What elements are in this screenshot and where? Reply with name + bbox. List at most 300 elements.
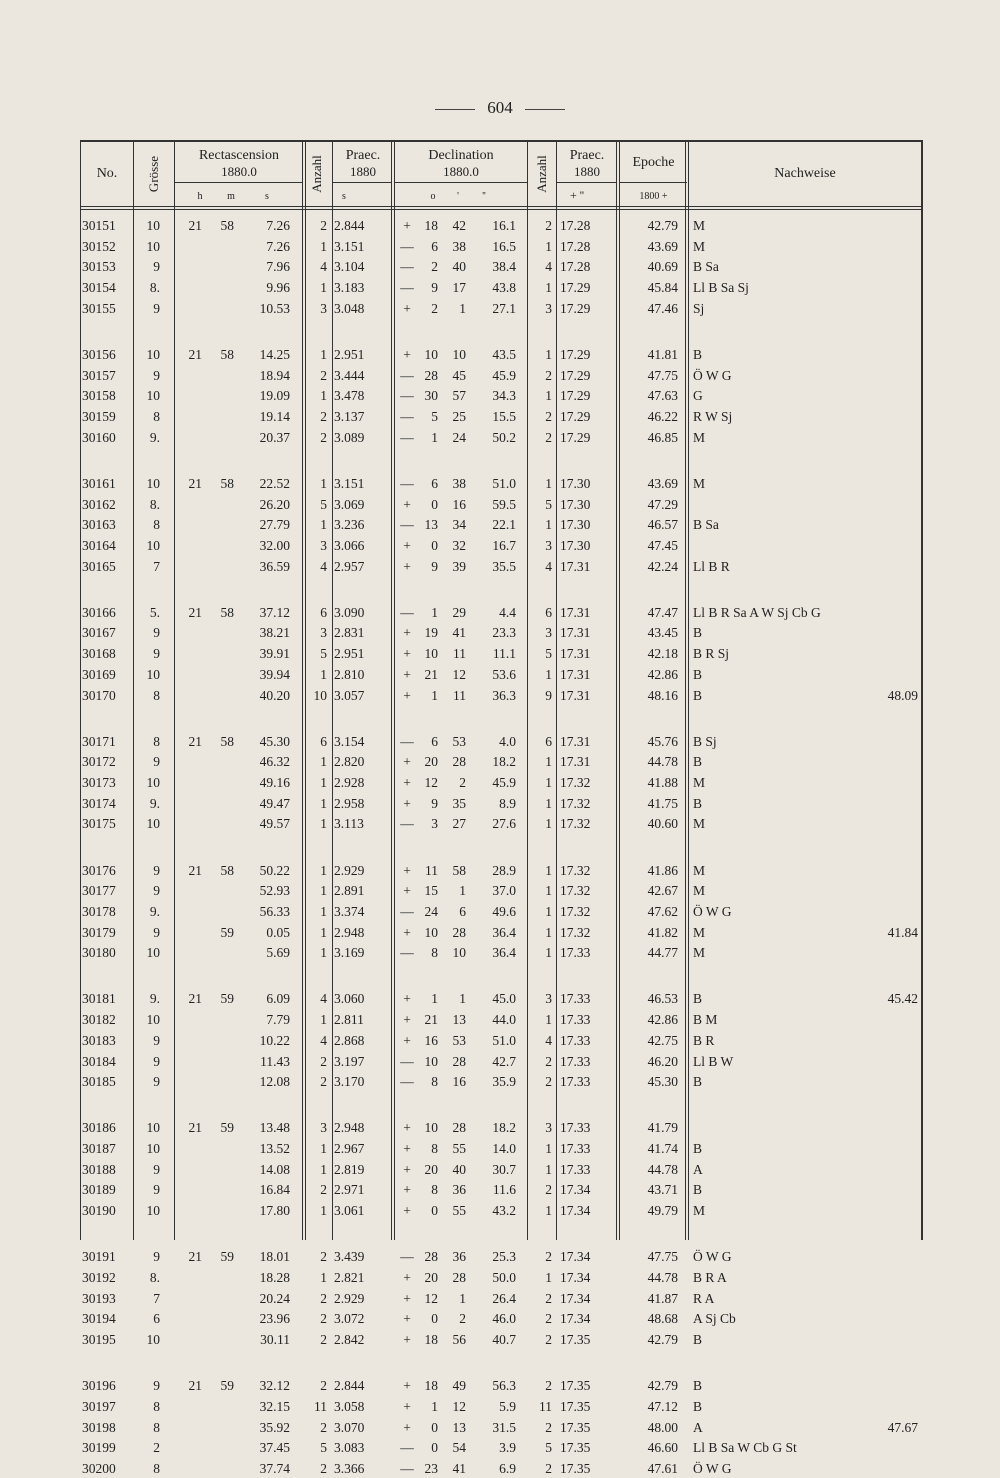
header-decl-epoch: 1880.0 <box>443 164 479 179</box>
cell-note: 41.84 <box>887 924 918 940</box>
cell-decl-minutes: 58 <box>452 862 466 878</box>
cell-decl-sign: — <box>400 604 414 620</box>
cell-no: 30177 <box>82 883 116 899</box>
cell-precession-decl: 17.29 <box>560 367 591 383</box>
cell-decl-degrees: 9 <box>431 558 438 574</box>
cell-note: 45.42 <box>887 991 918 1007</box>
cell-decl-sign: + <box>403 218 411 233</box>
cell-decl-sign: — <box>400 475 414 491</box>
cell-epoch: 42.79 <box>647 218 678 233</box>
cell-decl-seconds: 16.5 <box>492 238 516 254</box>
cell-decl-minutes: 53 <box>452 733 466 749</box>
cell-epoch: 47.75 <box>647 1249 678 1265</box>
cell-no: 30189 <box>82 1182 116 1198</box>
cell-no: 30171 <box>82 733 116 749</box>
cell-decl-sign: — <box>400 259 414 275</box>
cell-ra-seconds: 32.00 <box>259 537 290 553</box>
cell-ra-seconds: 36.59 <box>259 558 290 574</box>
cell-no: 30183 <box>82 1032 116 1048</box>
cell-nachweise: B R <box>693 1032 715 1048</box>
cell-precession-ra: 3.197 <box>334 1053 365 1069</box>
cell-epoch: 47.47 <box>647 604 678 620</box>
header-ra-unit-s: s <box>265 191 269 202</box>
cell-count-decl: 1 <box>545 903 552 919</box>
cell-ra-seconds: 7.26 <box>266 218 290 233</box>
cell-magnitude: 7 <box>153 1290 160 1306</box>
cell-decl-sign: + <box>403 1378 411 1394</box>
cell-decl-minutes: 45 <box>452 367 466 383</box>
cell-count-ra: 2 <box>320 429 327 445</box>
cell-ra-hours: 21 <box>188 733 202 749</box>
cell-precession-decl: 17.32 <box>560 775 591 790</box>
header-praec2-title: Praec. <box>569 148 605 163</box>
cell-no: 30193 <box>82 1290 116 1306</box>
cell-decl-sign: + <box>403 1332 411 1347</box>
cell-ra-seconds: 13.48 <box>259 1120 290 1136</box>
cell-count-ra: 5 <box>320 496 327 512</box>
col-sep-epoche <box>685 140 689 1240</box>
cell-count-decl: 1 <box>545 388 552 404</box>
cell-decl-minutes: 1 <box>459 1290 466 1306</box>
cell-magnitude: 8. <box>149 280 160 296</box>
header-praec1-unit: s <box>342 191 346 202</box>
cell-nachweise: B Sj <box>693 733 717 749</box>
cell-decl-degrees: 18 <box>424 1332 438 1347</box>
cell-precession-decl: 17.34 <box>560 1249 591 1265</box>
cell-decl-minutes: 55 <box>452 1203 466 1219</box>
cell-decl-seconds: 22.1 <box>492 517 516 533</box>
cell-count-ra: 2 <box>320 1332 327 1347</box>
cell-decl-seconds: 38.4 <box>492 259 516 275</box>
col-sep-mag <box>174 140 175 1240</box>
cell-ra-seconds: 35.92 <box>259 1419 290 1435</box>
cell-no: 30168 <box>82 646 116 662</box>
cell-decl-degrees: 6 <box>431 733 438 749</box>
cell-count-decl: 2 <box>545 1378 552 1394</box>
cell-decl-seconds: 15.5 <box>492 409 516 424</box>
cell-nachweise: B R Sj <box>693 646 730 662</box>
cell-decl-sign: + <box>403 1311 411 1327</box>
cell-count-decl: 1 <box>545 924 552 940</box>
cell-decl-seconds: 14.0 <box>492 1141 516 1156</box>
cell-ra-seconds: 40.20 <box>259 687 290 703</box>
cell-decl-minutes: 54 <box>452 1440 466 1456</box>
cell-precession-ra: 3.154 <box>334 733 365 749</box>
cell-no: 30198 <box>82 1419 116 1435</box>
cell-nachweise: B R A <box>693 1269 727 1285</box>
cell-count-ra: 1 <box>320 903 327 919</box>
cell-decl-degrees: 12 <box>424 1290 438 1306</box>
cell-precession-decl: 17.30 <box>560 496 591 512</box>
cell-nachweise: M <box>693 775 706 790</box>
cell-epoch: 47.62 <box>647 903 678 919</box>
cell-decl-degrees: 8 <box>431 1182 438 1198</box>
cell-decl-degrees: 10 <box>424 646 438 662</box>
cell-ra-minutes: 59 <box>220 1378 234 1394</box>
header-praec2-year: 1880 <box>574 164 600 179</box>
cell-epoch: 48.00 <box>647 1419 678 1435</box>
cell-precession-decl: 17.34 <box>560 1311 591 1327</box>
col-sep-praec2 <box>616 140 620 1240</box>
cell-count-decl: 1 <box>545 1012 552 1028</box>
cell-magnitude: 10 <box>146 218 160 233</box>
cell-ra-minutes: 58 <box>220 475 234 491</box>
cell-precession-decl: 17.29 <box>560 409 591 424</box>
cell-no: 30152 <box>82 238 116 254</box>
cell-decl-seconds: 36.4 <box>492 945 516 961</box>
cell-precession-ra: 3.183 <box>334 280 365 296</box>
cell-decl-minutes: 40 <box>452 1161 466 1177</box>
cell-decl-degrees: 2 <box>431 259 438 275</box>
cell-no: 30182 <box>82 1012 116 1028</box>
cell-precession-ra: 2.951 <box>334 646 365 662</box>
cell-nachweise: A <box>693 1419 703 1435</box>
cell-nachweise: B <box>693 687 703 703</box>
cell-ra-seconds: 18.01 <box>259 1249 290 1265</box>
cell-count-ra: 1 <box>320 945 327 961</box>
cell-magnitude: 10 <box>146 1203 160 1219</box>
cell-epoch: 41.87 <box>647 1290 678 1306</box>
cell-ra-hours: 21 <box>188 1120 202 1136</box>
cell-precession-ra: 3.066 <box>334 537 365 553</box>
cell-precession-ra: 3.057 <box>334 687 365 703</box>
cell-decl-sign: + <box>403 625 411 641</box>
cell-decl-seconds: 18.2 <box>492 754 516 770</box>
cell-no: 30192 <box>82 1269 116 1285</box>
cell-decl-sign: + <box>403 666 411 682</box>
cell-precession-decl: 17.29 <box>560 388 591 404</box>
cell-decl-seconds: 18.2 <box>492 1120 516 1136</box>
cell-epoch: 47.75 <box>647 367 678 383</box>
cell-nachweise: M <box>693 816 706 832</box>
cell-decl-seconds: 43.8 <box>492 280 516 296</box>
cell-decl-sign: — <box>400 1460 414 1476</box>
cell-ra-seconds: 26.20 <box>259 496 290 512</box>
cell-decl-seconds: 31.5 <box>492 1419 516 1435</box>
cell-count-decl: 2 <box>545 218 552 233</box>
cell-decl-degrees: 23 <box>424 1460 438 1476</box>
cell-decl-sign: + <box>403 754 411 770</box>
cell-precession-decl: 17.33 <box>560 1032 591 1048</box>
cell-epoch: 42.18 <box>647 646 678 662</box>
table-right-border <box>921 140 923 1240</box>
cell-nachweise: M <box>693 945 706 961</box>
header-ra-unit-h: h <box>197 191 203 202</box>
cell-count-ra: 2 <box>320 1053 327 1069</box>
cell-epoch: 40.69 <box>647 259 678 275</box>
cell-decl-minutes: 6 <box>459 903 466 919</box>
cell-magnitude: 9 <box>153 367 160 383</box>
cell-precession-ra: 3.236 <box>334 517 365 533</box>
cell-nachweise: B Sa <box>693 517 719 533</box>
cell-ra-seconds: 27.79 <box>259 517 290 533</box>
cell-count-ra: 1 <box>320 666 327 682</box>
header-praec1-year: 1880 <box>350 164 376 179</box>
cell-count-ra: 2 <box>320 1249 327 1265</box>
cell-nachweise: M <box>693 862 706 878</box>
cell-precession-decl: 17.30 <box>560 475 591 491</box>
cell-no: 30191 <box>82 1249 116 1265</box>
cell-count-decl: 2 <box>545 1182 552 1198</box>
cell-magnitude: 9. <box>149 991 160 1007</box>
cell-precession-decl: 17.31 <box>560 666 591 682</box>
cell-count-decl: 1 <box>545 1141 552 1156</box>
cell-decl-minutes: 49 <box>452 1378 466 1394</box>
cell-precession-ra: 3.069 <box>334 496 365 512</box>
cell-count-ra: 1 <box>320 1012 327 1028</box>
cell-precession-decl: 17.34 <box>560 1269 591 1285</box>
cell-count-ra: 2 <box>320 1460 327 1476</box>
cell-decl-minutes: 53 <box>452 1032 466 1048</box>
cell-decl-sign: + <box>403 1203 411 1219</box>
header-ra-unit-m: m <box>227 191 235 202</box>
praec1-subheader-line <box>333 182 392 183</box>
cell-ra-seconds: 7.79 <box>266 1012 290 1028</box>
cell-epoch: 47.63 <box>647 388 678 404</box>
header-decl-unit-deg: o <box>430 191 436 202</box>
cell-nachweise: M <box>693 429 706 445</box>
cell-precession-ra: 3.104 <box>334 259 365 275</box>
cell-decl-seconds: 16.1 <box>492 218 516 233</box>
cell-count-decl: 2 <box>545 1332 552 1347</box>
cell-no: 30186 <box>82 1120 116 1136</box>
cell-no: 30167 <box>82 625 116 641</box>
cell-decl-minutes: 17 <box>452 280 466 296</box>
cell-decl-degrees: 30 <box>424 388 438 404</box>
cell-precession-ra: 2.948 <box>334 924 365 940</box>
cell-ra-seconds: 37.12 <box>259 604 290 620</box>
cell-decl-sign: + <box>403 496 411 512</box>
cell-precession-decl: 17.35 <box>560 1419 591 1435</box>
cell-epoch: 41.86 <box>647 862 678 878</box>
cell-decl-degrees: 1 <box>431 991 438 1007</box>
cell-count-decl: 1 <box>545 883 552 899</box>
cell-precession-ra: 3.374 <box>334 903 365 919</box>
cell-magnitude: 10 <box>146 775 160 790</box>
cell-decl-seconds: 44.0 <box>492 1012 516 1028</box>
cell-count-ra: 2 <box>320 409 327 424</box>
cell-magnitude: 10 <box>146 1120 160 1136</box>
cell-count-ra: 6 <box>320 733 327 749</box>
cell-ra-minutes: 59 <box>220 924 234 940</box>
cell-ra-seconds: 14.08 <box>259 1161 290 1177</box>
cell-precession-decl: 17.35 <box>560 1332 591 1347</box>
cell-nachweise: A Sj Cb <box>693 1311 736 1327</box>
cell-nachweise: B <box>693 625 703 641</box>
cell-decl-seconds: 45.9 <box>492 367 516 383</box>
cell-epoch: 46.60 <box>647 1440 678 1456</box>
cell-decl-seconds: 4.4 <box>499 604 516 620</box>
cell-magnitude: 9 <box>153 1032 160 1048</box>
cell-decl-sign: + <box>403 300 411 316</box>
cell-decl-sign: + <box>403 862 411 878</box>
cell-count-ra: 1 <box>320 388 327 404</box>
cell-precession-decl: 17.31 <box>560 754 591 770</box>
cell-decl-seconds: 8.9 <box>499 795 516 811</box>
cell-nachweise: G <box>693 388 703 404</box>
cell-no: 30163 <box>82 517 116 533</box>
cell-count-decl: 4 <box>545 1032 552 1048</box>
cell-magnitude: 9 <box>153 259 160 275</box>
cell-decl-seconds: 40.7 <box>492 1332 516 1347</box>
cell-ra-seconds: 5.69 <box>266 945 290 961</box>
cell-precession-ra: 3.366 <box>334 1460 365 1476</box>
cell-no: 30199 <box>82 1440 116 1456</box>
cell-decl-seconds: 11.6 <box>492 1182 516 1198</box>
cell-count-ra: 1 <box>320 238 327 254</box>
cell-ra-minutes: 58 <box>220 862 234 878</box>
cell-nachweise: B <box>693 1398 703 1414</box>
cell-nachweise: R W Sj <box>693 409 733 424</box>
cell-precession-decl: 17.33 <box>560 1120 591 1136</box>
cell-magnitude: 10 <box>146 945 160 961</box>
col-sep-n1 <box>332 140 333 1240</box>
cell-magnitude: 9 <box>153 862 160 878</box>
cell-decl-sign: — <box>400 903 414 919</box>
cell-epoch: 42.79 <box>647 1378 678 1394</box>
cell-decl-minutes: 40 <box>452 259 466 275</box>
cell-count-decl: 2 <box>545 1249 552 1265</box>
cell-magnitude: 8 <box>153 1419 160 1435</box>
cell-no: 30188 <box>82 1161 116 1177</box>
cell-precession-decl: 17.33 <box>560 1074 591 1090</box>
cell-ra-seconds: 10.22 <box>259 1032 290 1048</box>
cell-ra-seconds: 19.09 <box>259 388 290 404</box>
page-number-dash-right <box>525 109 565 110</box>
cell-epoch: 47.12 <box>647 1398 678 1414</box>
cell-epoch: 41.81 <box>647 346 678 362</box>
table-left-border <box>80 140 81 1240</box>
header-praec2-unit: + '' <box>569 188 585 202</box>
cell-decl-degrees: 10 <box>424 1053 438 1069</box>
cell-decl-degrees: 18 <box>424 1378 438 1394</box>
cell-precession-ra: 2.928 <box>334 775 365 790</box>
cell-count-decl: 1 <box>545 862 552 878</box>
cell-count-ra: 3 <box>320 1120 327 1136</box>
cell-magnitude: 7 <box>153 558 160 574</box>
cell-decl-sign: + <box>403 775 411 790</box>
cell-magnitude: 9. <box>149 795 160 811</box>
cell-precession-ra: 2.958 <box>334 795 365 811</box>
cell-decl-minutes: 1 <box>459 300 466 316</box>
cell-decl-degrees: 20 <box>424 1161 438 1177</box>
cell-decl-seconds: 43.5 <box>492 346 516 362</box>
cell-ra-minutes: 59 <box>220 1249 234 1265</box>
cell-no: 30179 <box>82 924 116 940</box>
header-epoche: Epoche <box>632 155 675 170</box>
cell-decl-degrees: 8 <box>431 1074 438 1090</box>
cell-magnitude: 9 <box>153 1053 160 1069</box>
cell-no: 30156 <box>82 346 116 362</box>
cell-count-ra: 1 <box>320 924 327 940</box>
cell-decl-degrees: 11 <box>425 862 438 878</box>
cell-magnitude: 6 <box>153 1311 160 1327</box>
cell-nachweise: Ll B Sa W Cb G St <box>693 1440 797 1456</box>
cell-decl-degrees: 8 <box>431 945 438 961</box>
cell-epoch: 47.46 <box>647 300 678 316</box>
cell-count-decl: 4 <box>545 558 552 574</box>
cell-precession-decl: 17.32 <box>560 903 591 919</box>
cell-magnitude: 9 <box>153 1249 160 1265</box>
cell-decl-seconds: 26.4 <box>492 1290 516 1306</box>
cell-decl-degrees: 20 <box>424 1269 438 1285</box>
cell-no: 30158 <box>82 388 116 404</box>
header-praec1-title: Praec. <box>345 148 381 163</box>
header-decl-unit-min: ' <box>457 191 459 202</box>
cell-decl-seconds: 30.7 <box>492 1161 516 1177</box>
cell-decl-sign: + <box>403 1141 411 1156</box>
cell-count-decl: 1 <box>545 795 552 811</box>
cell-epoch: 44.77 <box>647 945 678 961</box>
cell-ra-seconds: 46.32 <box>259 754 290 770</box>
cell-nachweise: Sj <box>693 300 705 316</box>
cell-count-ra: 5 <box>320 1440 327 1456</box>
cell-count-decl: 2 <box>545 429 552 445</box>
cell-epoch: 42.24 <box>647 558 678 574</box>
cell-ra-seconds: 10.53 <box>259 300 290 316</box>
cell-decl-degrees: 0 <box>431 496 438 512</box>
cell-nachweise: B <box>693 754 703 770</box>
cell-decl-minutes: 35 <box>452 795 466 811</box>
header-epoche-unit: 1800 + <box>639 191 668 202</box>
cell-decl-minutes: 36 <box>452 1249 466 1265</box>
cell-count-ra: 2 <box>320 1182 327 1198</box>
cell-epoch: 46.53 <box>647 991 678 1007</box>
cell-ra-hours: 21 <box>188 1378 202 1394</box>
cell-count-ra: 2 <box>320 367 327 383</box>
cell-decl-seconds: 45.0 <box>492 991 516 1007</box>
cell-precession-decl: 17.32 <box>560 924 591 940</box>
cell-decl-seconds: 27.1 <box>492 300 516 316</box>
cell-decl-degrees: 10 <box>424 346 438 362</box>
cell-decl-minutes: 38 <box>452 475 466 491</box>
cell-decl-degrees: 21 <box>424 666 438 682</box>
cell-count-decl: 3 <box>545 537 552 553</box>
cell-decl-minutes: 2 <box>459 1311 466 1327</box>
cell-decl-degrees: 20 <box>424 754 438 770</box>
cell-decl-minutes: 2 <box>459 775 466 790</box>
cell-decl-minutes: 41 <box>452 1460 466 1476</box>
cell-no: 30180 <box>82 945 116 961</box>
cell-no: 30164 <box>82 537 116 553</box>
cell-precession-ra: 3.151 <box>334 475 365 491</box>
cell-decl-sign: + <box>403 1161 411 1177</box>
cell-decl-seconds: 5.9 <box>499 1398 516 1414</box>
cell-ra-seconds: 56.33 <box>259 903 290 919</box>
cell-decl-degrees: 0 <box>431 1311 438 1327</box>
cell-decl-sign: + <box>403 795 411 811</box>
cell-decl-sign: — <box>400 1440 414 1456</box>
cell-nachweise: Ll B R <box>693 558 730 574</box>
cell-nachweise: B <box>693 1141 703 1156</box>
cell-nachweise: M <box>693 238 706 254</box>
cell-nachweise: M <box>693 475 706 491</box>
cell-no: 30155 <box>82 300 116 316</box>
cell-precession-decl: 17.34 <box>560 1182 591 1198</box>
page-number-dash-left <box>435 109 475 110</box>
cell-precession-ra: 2.929 <box>334 862 365 878</box>
cell-magnitude: 8 <box>153 733 160 749</box>
cell-precession-ra: 3.089 <box>334 429 365 445</box>
cell-decl-degrees: 13 <box>424 517 438 533</box>
cell-epoch: 45.30 <box>647 1074 678 1090</box>
cell-nachweise: A <box>693 1161 703 1177</box>
cell-decl-seconds: 59.5 <box>492 496 516 512</box>
cell-decl-sign: — <box>400 429 414 445</box>
cell-decl-minutes: 16 <box>452 1074 466 1090</box>
cell-epoch: 46.20 <box>647 1053 678 1069</box>
cell-precession-decl: 17.35 <box>560 1460 591 1476</box>
